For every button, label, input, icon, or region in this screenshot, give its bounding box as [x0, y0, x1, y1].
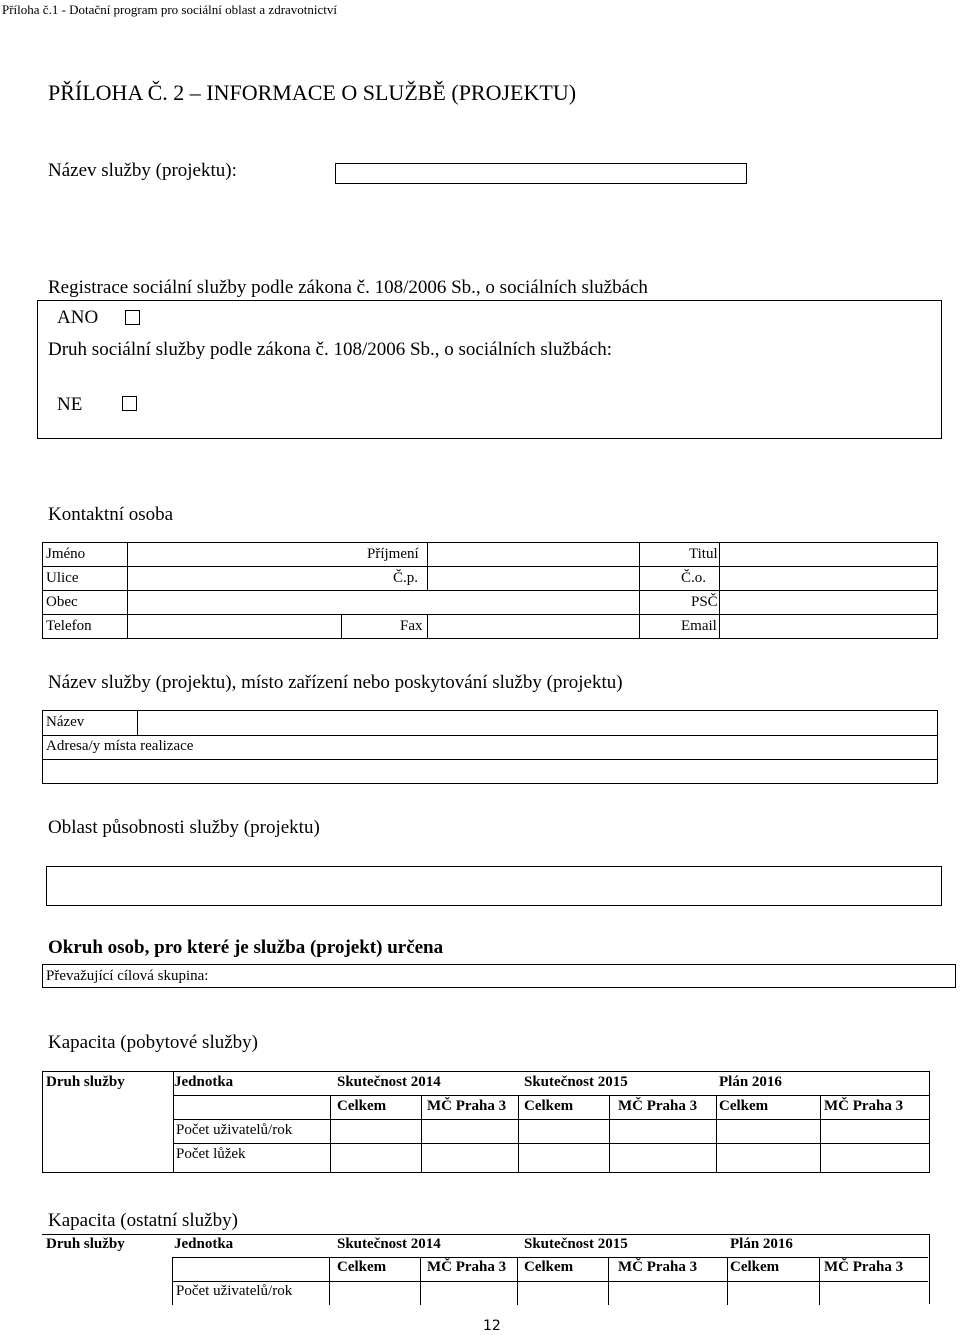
registration-yes-label: ANO	[57, 307, 99, 328]
cap1-mc-2015: MČ Praha 3	[618, 1098, 698, 1114]
contact-psc: PSČ	[691, 594, 718, 610]
cap1-mc-2014: MČ Praha 3	[427, 1098, 507, 1114]
capacity-residential-heading: Kapacita (pobytové služby)	[48, 1032, 258, 1053]
cap2-col-2015: Skutečnost 2015	[524, 1236, 628, 1252]
registration-box	[37, 300, 942, 439]
registration-no-label: NE	[57, 394, 83, 415]
cap1-celkem-2014: Celkem	[337, 1098, 387, 1114]
contact-heading: Kontaktní osoba	[48, 504, 174, 525]
cap1-col-2014: Skutečnost 2014	[337, 1074, 441, 1090]
location-adresa: Adresa/y místa realizace	[46, 738, 194, 754]
location-nazev: Název	[46, 714, 85, 730]
location-heading: Název služby (projektu), místo zařízení nebo poskytování služby (projektu)	[48, 672, 623, 693]
target-heading: Okruh osob, pro které je služba (projekt) určena	[48, 937, 444, 958]
registration-heading: Registrace sociální služby podle zákona č. 108/2006 Sb., o sociálních službách	[48, 277, 648, 298]
contact-email: Email	[681, 618, 717, 634]
target-group-label: Převažující cílová skupina:	[46, 968, 209, 984]
cap1-celkem-2016: Celkem	[719, 1098, 769, 1114]
cap2-col-jednotka: Jednotka	[174, 1236, 234, 1252]
cap1-col-2016: Plán 2016	[719, 1074, 782, 1090]
cap1-col-druh: Druh služby	[46, 1074, 125, 1090]
contact-cp: Č.p.	[393, 570, 419, 586]
page-header: Příloha č.1 - Dotační program pro sociální oblast a zdravotnictví	[2, 2, 338, 17]
cap2-mc-2015: MČ Praha 3	[618, 1259, 698, 1275]
cap1-celkem-2015: Celkem	[524, 1098, 574, 1114]
no-checkbox[interactable]	[122, 396, 137, 411]
contact-ulice: Ulice	[46, 570, 79, 586]
cap2-row-users: Počet uživatelů/rok	[176, 1283, 293, 1299]
contact-telefon: Telefon	[46, 618, 92, 634]
cap1-col-jednotka: Jednotka	[174, 1074, 234, 1090]
contact-table	[42, 542, 938, 639]
page-title: PŘÍLOHA Č. 2 – INFORMACE O SLUŽBĚ (PROJEKTU)	[48, 80, 577, 105]
contact-obec: Obec	[46, 594, 78, 610]
cap1-row-beds: Počet lůžek	[176, 1146, 246, 1162]
cap2-celkem-2014: Celkem	[337, 1259, 387, 1275]
contact-fax: Fax	[400, 618, 423, 634]
contact-titul: Titul	[689, 546, 718, 562]
scope-heading: Oblast působnosti služby (projektu)	[48, 817, 320, 838]
cap2-col-2016: Plán 2016	[730, 1236, 793, 1252]
service-name-label: Název služby (projektu):	[48, 160, 237, 181]
cap1-row-users: Počet uživatelů/rok	[176, 1122, 293, 1138]
cap2-col-2014: Skutečnost 2014	[337, 1236, 441, 1252]
service-name-field[interactable]	[335, 163, 747, 184]
registration-type-label: Druh sociální služby podle zákona č. 108/2006 Sb., o sociálních službách:	[48, 339, 613, 360]
contact-co: Č.o.	[681, 570, 707, 586]
scope-field[interactable]	[46, 866, 942, 906]
contact-jmeno: Jméno	[46, 546, 86, 562]
contact-prijmeni: Příjmení	[367, 546, 419, 562]
cap2-mc-2014: MČ Praha 3	[427, 1259, 507, 1275]
cap2-col-druh: Druh služby	[46, 1236, 125, 1252]
cap2-mc-2016: MČ Praha 3	[824, 1259, 904, 1275]
capacity-other-heading: Kapacita (ostatní služby)	[48, 1210, 238, 1231]
cap2-celkem-2015: Celkem	[524, 1259, 574, 1275]
cap1-col-2015: Skutečnost 2015	[524, 1074, 628, 1090]
yes-checkbox[interactable]	[125, 310, 140, 325]
cap1-mc-2016: MČ Praha 3	[824, 1098, 904, 1114]
cap2-celkem-2016: Celkem	[730, 1259, 780, 1275]
page-number: 12	[483, 1318, 501, 1334]
